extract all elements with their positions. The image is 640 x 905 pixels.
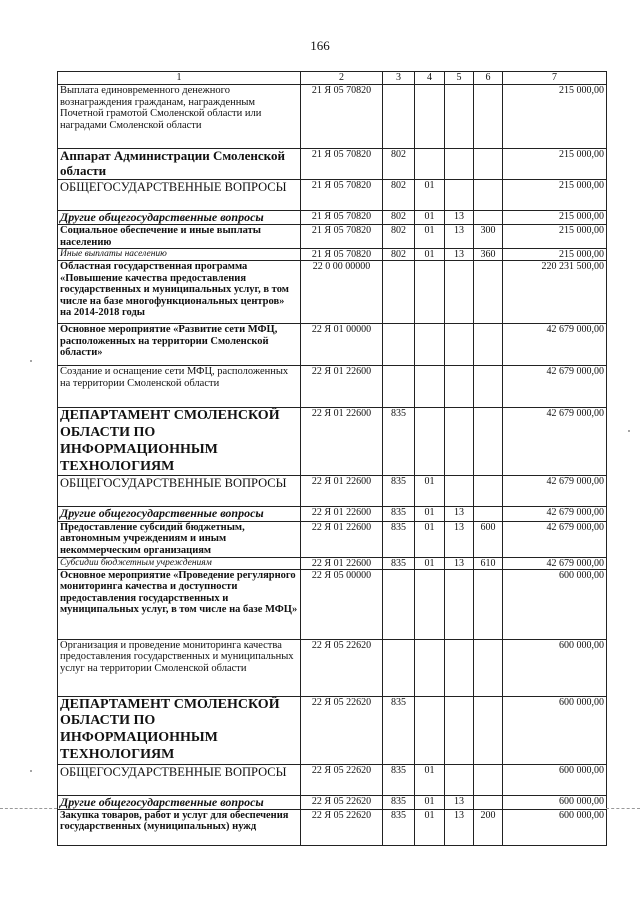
ministry-code: 835 bbox=[383, 507, 415, 521]
expense-type-code bbox=[474, 507, 503, 521]
scan-artifact-line bbox=[0, 808, 57, 809]
target-article-code: 21 Я 05 70820 bbox=[301, 149, 383, 180]
amount: 215 000,00 bbox=[503, 85, 607, 149]
item-name: ДЕПАРТАМЕНТ СМОЛЕНСКОЙ ОБЛАСТИ ПО ИНФОРМАЦИОННЫМ ТЕХНОЛОГИЯМ bbox=[58, 408, 301, 476]
expense-type-code bbox=[474, 179, 503, 210]
scan-artifact-dot bbox=[30, 360, 32, 362]
target-article-code: 21 Я 05 70820 bbox=[301, 225, 383, 249]
expense-type-code bbox=[474, 764, 503, 795]
section-code bbox=[415, 261, 445, 324]
amount: 215 000,00 bbox=[503, 225, 607, 249]
subsection-code: 13 bbox=[445, 557, 474, 569]
item-name: Субсидии бюджетным учреждениям bbox=[58, 557, 301, 569]
target-article-code: 22 Я 01 22600 bbox=[301, 408, 383, 476]
expense-type-code bbox=[474, 696, 503, 764]
section-code bbox=[415, 149, 445, 180]
subsection-code bbox=[445, 696, 474, 764]
section-code bbox=[415, 366, 445, 408]
table-row bbox=[58, 557, 607, 569]
subsection-code: 13 bbox=[445, 225, 474, 249]
expense-type-code: 610 bbox=[474, 557, 503, 569]
scan-artifact-line bbox=[606, 808, 640, 809]
table-row bbox=[58, 179, 607, 210]
ministry-code: 802 bbox=[383, 225, 415, 249]
item-name: ОБЩЕГОСУДАРСТВЕННЫЕ ВОПРОСЫ bbox=[58, 179, 301, 210]
subsection-code bbox=[445, 764, 474, 795]
ministry-code bbox=[383, 324, 415, 366]
amount: 42 679 000,00 bbox=[503, 408, 607, 476]
subsection-code: 13 bbox=[445, 795, 474, 809]
ministry-code: 802 bbox=[383, 249, 415, 261]
target-article-code: 22 Я 05 22620 bbox=[301, 795, 383, 809]
amount: 600 000,00 bbox=[503, 696, 607, 764]
expense-type-code bbox=[474, 324, 503, 366]
target-article-code: 22 Я 05 22620 bbox=[301, 764, 383, 795]
table-row bbox=[58, 639, 607, 696]
subsection-code bbox=[445, 569, 474, 639]
ministry-code: 835 bbox=[383, 521, 415, 557]
ministry-code bbox=[383, 569, 415, 639]
expense-type-code bbox=[474, 149, 503, 180]
expense-type-code: 300 bbox=[474, 225, 503, 249]
item-name: Предоставление субсидий бюджетным, автономным учреждениям и иным некоммерческим организациям bbox=[58, 521, 301, 557]
amount: 220 231 500,00 bbox=[503, 261, 607, 324]
item-name: Организация и проведение мониторинга качества предоставления государственных и муниципальных услуг на территории Смоленской области bbox=[58, 639, 301, 696]
subsection-code: 13 bbox=[445, 809, 474, 845]
expense-type-code bbox=[474, 639, 503, 696]
target-article-code: 22 Я 05 00000 bbox=[301, 569, 383, 639]
ministry-code: 835 bbox=[383, 795, 415, 809]
target-article-code: 21 Я 05 70820 bbox=[301, 210, 383, 224]
section-code: 01 bbox=[415, 557, 445, 569]
table-row bbox=[58, 149, 607, 180]
page-number: 166 bbox=[310, 38, 330, 53]
subsection-code bbox=[445, 639, 474, 696]
column-number: 3 bbox=[383, 72, 415, 85]
expense-type-code bbox=[474, 408, 503, 476]
ministry-code: 835 bbox=[383, 408, 415, 476]
expense-type-code: 600 bbox=[474, 521, 503, 557]
expense-type-code bbox=[474, 210, 503, 224]
amount: 42 679 000,00 bbox=[503, 476, 607, 507]
item-name: Другие общегосударственные вопросы bbox=[58, 507, 301, 521]
target-article-code: 22 Я 01 22600 bbox=[301, 507, 383, 521]
amount: 215 000,00 bbox=[503, 179, 607, 210]
expense-type-code bbox=[474, 366, 503, 408]
subsection-code bbox=[445, 179, 474, 210]
subsection-code bbox=[445, 366, 474, 408]
amount: 600 000,00 bbox=[503, 639, 607, 696]
amount: 215 000,00 bbox=[503, 149, 607, 180]
expense-type-code bbox=[474, 795, 503, 809]
amount: 42 679 000,00 bbox=[503, 507, 607, 521]
amount: 42 679 000,00 bbox=[503, 324, 607, 366]
ministry-code bbox=[383, 366, 415, 408]
ministry-code: 802 bbox=[383, 210, 415, 224]
ministry-code bbox=[383, 261, 415, 324]
subsection-code bbox=[445, 149, 474, 180]
table-row bbox=[58, 85, 607, 149]
expense-type-code bbox=[474, 85, 503, 149]
subsection-code bbox=[445, 476, 474, 507]
section-code: 01 bbox=[415, 809, 445, 845]
target-article-code: 22 Я 05 22620 bbox=[301, 809, 383, 845]
item-name: Создание и оснащение сети МФЦ, расположенных на территории Смоленской области bbox=[58, 366, 301, 408]
amount: 215 000,00 bbox=[503, 210, 607, 224]
table-row bbox=[58, 507, 607, 521]
table-row bbox=[58, 476, 607, 507]
item-name: Основное мероприятие «Проведение регулярного мониторинга качества и доступности предоставления государственных и муниципальных услуг, в том числе на базе МФЦ» bbox=[58, 569, 301, 639]
amount: 600 000,00 bbox=[503, 809, 607, 845]
ministry-code bbox=[383, 85, 415, 149]
item-name: Другие общегосударственные вопросы bbox=[58, 795, 301, 809]
section-code: 01 bbox=[415, 764, 445, 795]
section-code: 01 bbox=[415, 521, 445, 557]
target-article-code: 22 Я 05 22620 bbox=[301, 696, 383, 764]
budget-table bbox=[57, 71, 607, 846]
subsection-code: 13 bbox=[445, 521, 474, 557]
table-row bbox=[58, 324, 607, 366]
target-article-code: 22 Я 01 22600 bbox=[301, 521, 383, 557]
target-article-code: 21 Я 05 70820 bbox=[301, 85, 383, 149]
table-row bbox=[58, 521, 607, 557]
table-row bbox=[58, 408, 607, 476]
expense-type-code bbox=[474, 569, 503, 639]
table-row bbox=[58, 764, 607, 795]
expense-type-code bbox=[474, 476, 503, 507]
subsection-code bbox=[445, 408, 474, 476]
table-row bbox=[58, 366, 607, 408]
item-name: Социальное обеспечение и иные выплаты населению bbox=[58, 225, 301, 249]
item-name: Основное мероприятие «Развитие сети МФЦ, расположенных на территории Смоленской области» bbox=[58, 324, 301, 366]
ministry-code: 835 bbox=[383, 557, 415, 569]
item-name: Аппарат Администрации Смоленской области bbox=[58, 149, 301, 180]
item-name: ДЕПАРТАМЕНТ СМОЛЕНСКОЙ ОБЛАСТИ ПО ИНФОРМАЦИОННЫМ ТЕХНОЛОГИЯМ bbox=[58, 696, 301, 764]
item-name: Областная государственная программа «Повышение качества предоставления государственных и муниципальных услуг, в том числе на базе многофункциональных центров» на 2014-2018 годы bbox=[58, 261, 301, 324]
table-row bbox=[58, 696, 607, 764]
section-code bbox=[415, 569, 445, 639]
section-code: 01 bbox=[415, 476, 445, 507]
ministry-code: 802 bbox=[383, 179, 415, 210]
amount: 600 000,00 bbox=[503, 569, 607, 639]
ministry-code: 835 bbox=[383, 696, 415, 764]
expense-type-code: 200 bbox=[474, 809, 503, 845]
subsection-code: 13 bbox=[445, 249, 474, 261]
item-name: ОБЩЕГОСУДАРСТВЕННЫЕ ВОПРОСЫ bbox=[58, 476, 301, 507]
section-code: 01 bbox=[415, 507, 445, 521]
target-article-code: 21 Я 05 70820 bbox=[301, 179, 383, 210]
section-code: 01 bbox=[415, 210, 445, 224]
ministry-code: 835 bbox=[383, 764, 415, 795]
section-code: 01 bbox=[415, 795, 445, 809]
target-article-code: 22 Я 01 22600 bbox=[301, 557, 383, 569]
subsection-code bbox=[445, 261, 474, 324]
ministry-code bbox=[383, 639, 415, 696]
section-code: 01 bbox=[415, 179, 445, 210]
table-row bbox=[58, 809, 607, 845]
column-number: 5 bbox=[445, 72, 474, 85]
item-name: ОБЩЕГОСУДАРСТВЕННЫЕ ВОПРОСЫ bbox=[58, 764, 301, 795]
column-number: 7 bbox=[503, 72, 607, 85]
section-code bbox=[415, 639, 445, 696]
target-article-code: 22 0 00 00000 bbox=[301, 261, 383, 324]
ministry-code: 835 bbox=[383, 809, 415, 845]
subsection-code bbox=[445, 85, 474, 149]
ministry-code: 802 bbox=[383, 149, 415, 180]
table-row bbox=[58, 249, 607, 261]
item-name: Иные выплаты населению bbox=[58, 249, 301, 261]
section-code bbox=[415, 85, 445, 149]
scan-artifact-dot bbox=[628, 430, 630, 432]
expense-type-code bbox=[474, 261, 503, 324]
section-code bbox=[415, 324, 445, 366]
item-name: Выплата единовременного денежного вознаграждения гражданам, награжденным Почетной грамотой Смоленской области или наградами Смоленской области bbox=[58, 85, 301, 149]
amount: 42 679 000,00 bbox=[503, 521, 607, 557]
subsection-code: 13 bbox=[445, 210, 474, 224]
target-article-code: 22 Я 01 22600 bbox=[301, 476, 383, 507]
target-article-code: 22 Я 01 22600 bbox=[301, 366, 383, 408]
ministry-code: 835 bbox=[383, 476, 415, 507]
scan-artifact-dot bbox=[30, 770, 32, 772]
table-row bbox=[58, 210, 607, 224]
column-number: 2 bbox=[301, 72, 383, 85]
column-number: 1 bbox=[58, 72, 301, 85]
amount: 215 000,00 bbox=[503, 249, 607, 261]
column-number-row bbox=[58, 72, 607, 85]
section-code bbox=[415, 696, 445, 764]
column-number: 6 bbox=[474, 72, 503, 85]
item-name: Закупка товаров, работ и услуг для обеспечения государственных (муниципальных) нужд bbox=[58, 809, 301, 845]
section-code: 01 bbox=[415, 225, 445, 249]
target-article-code: 22 Я 05 22620 bbox=[301, 639, 383, 696]
section-code: 01 bbox=[415, 249, 445, 261]
subsection-code: 13 bbox=[445, 507, 474, 521]
amount: 600 000,00 bbox=[503, 764, 607, 795]
section-code bbox=[415, 408, 445, 476]
amount: 600 000,00 bbox=[503, 795, 607, 809]
table-row bbox=[58, 225, 607, 249]
amount: 42 679 000,00 bbox=[503, 366, 607, 408]
table-row bbox=[58, 795, 607, 809]
table-row bbox=[58, 261, 607, 324]
amount: 42 679 000,00 bbox=[503, 557, 607, 569]
target-article-code: 21 Я 05 70820 bbox=[301, 249, 383, 261]
expense-type-code: 360 bbox=[474, 249, 503, 261]
column-number: 4 bbox=[415, 72, 445, 85]
table-row bbox=[58, 569, 607, 639]
target-article-code: 22 Я 01 00000 bbox=[301, 324, 383, 366]
subsection-code bbox=[445, 324, 474, 366]
item-name: Другие общегосударственные вопросы bbox=[58, 210, 301, 224]
